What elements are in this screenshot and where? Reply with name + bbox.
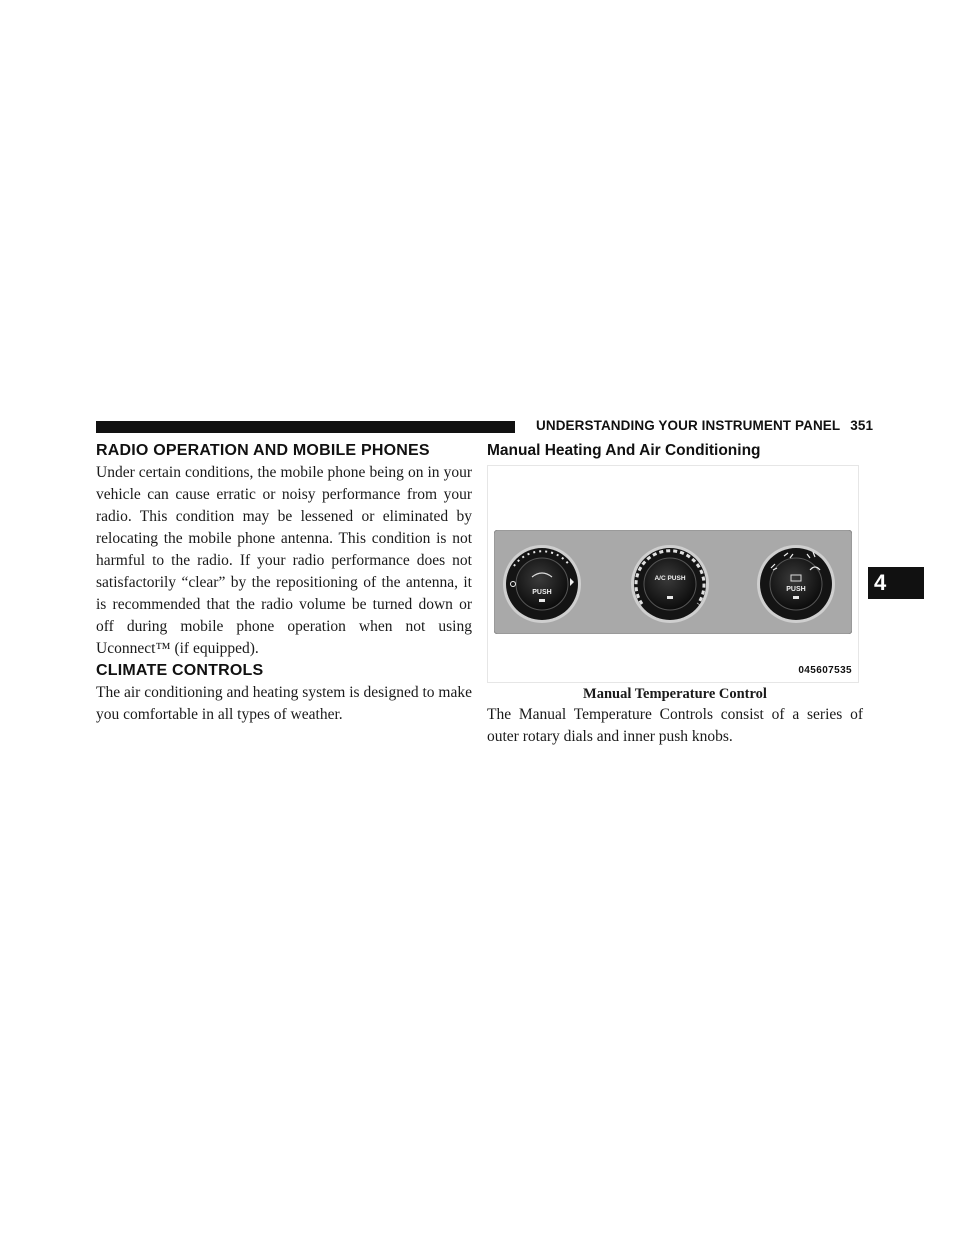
knob-label-left: PUSH bbox=[532, 589, 552, 596]
running-header bbox=[536, 417, 873, 435]
chapter-tab: 4 bbox=[868, 567, 924, 599]
section-heading-radio: RADIO OPERATION AND MOBILE PHONES bbox=[96, 442, 430, 459]
knob-label-middle: A/C PUSH bbox=[654, 575, 686, 582]
figure-manual-temperature-control bbox=[487, 465, 859, 683]
subheading-manual-hvac: Manual Heating And Air Conditioning bbox=[487, 442, 761, 459]
fan-speed-dial[interactable] bbox=[503, 545, 581, 623]
page-number: 351 bbox=[850, 418, 874, 433]
control-panel-illustration bbox=[494, 530, 852, 634]
section-body-radio: Under certain conditions, the mobile phone being on in your vehicle can cause erratic or noisy performance from your radio. This condition may be lessened or eliminated by relocating the mobile phone antenna. This condition is not harmful to the radio. If your radio performance does not satisfactorily “clear” by the repositioning of the antenna, it is recommended that the radio volume be turned down or off during mobile phone operation when not using Uconnect™ (if equipped). bbox=[96, 464, 472, 657]
header-rule bbox=[96, 421, 515, 433]
right-column bbox=[487, 440, 863, 748]
figure-code: 045607535 bbox=[798, 665, 852, 676]
header-title: UNDERSTANDING YOUR INSTRUMENT PANEL bbox=[536, 418, 841, 433]
left-column bbox=[96, 440, 472, 726]
knob-label-right: PUSH bbox=[786, 586, 806, 593]
figure-caption: Manual Temperature Control bbox=[583, 686, 767, 702]
section-body-climate: The air conditioning and heating system is designed to make you comfortable in all types of weather. bbox=[96, 684, 472, 723]
temperature-dial[interactable] bbox=[631, 545, 709, 623]
mode-dial[interactable] bbox=[757, 545, 835, 623]
manual-controls-body: The Manual Temperature Controls consist of a series of outer rotary dials and inner push knobs. bbox=[487, 706, 863, 745]
section-heading-climate: CLIMATE CONTROLS bbox=[96, 662, 264, 679]
control-panel-image bbox=[494, 530, 852, 634]
